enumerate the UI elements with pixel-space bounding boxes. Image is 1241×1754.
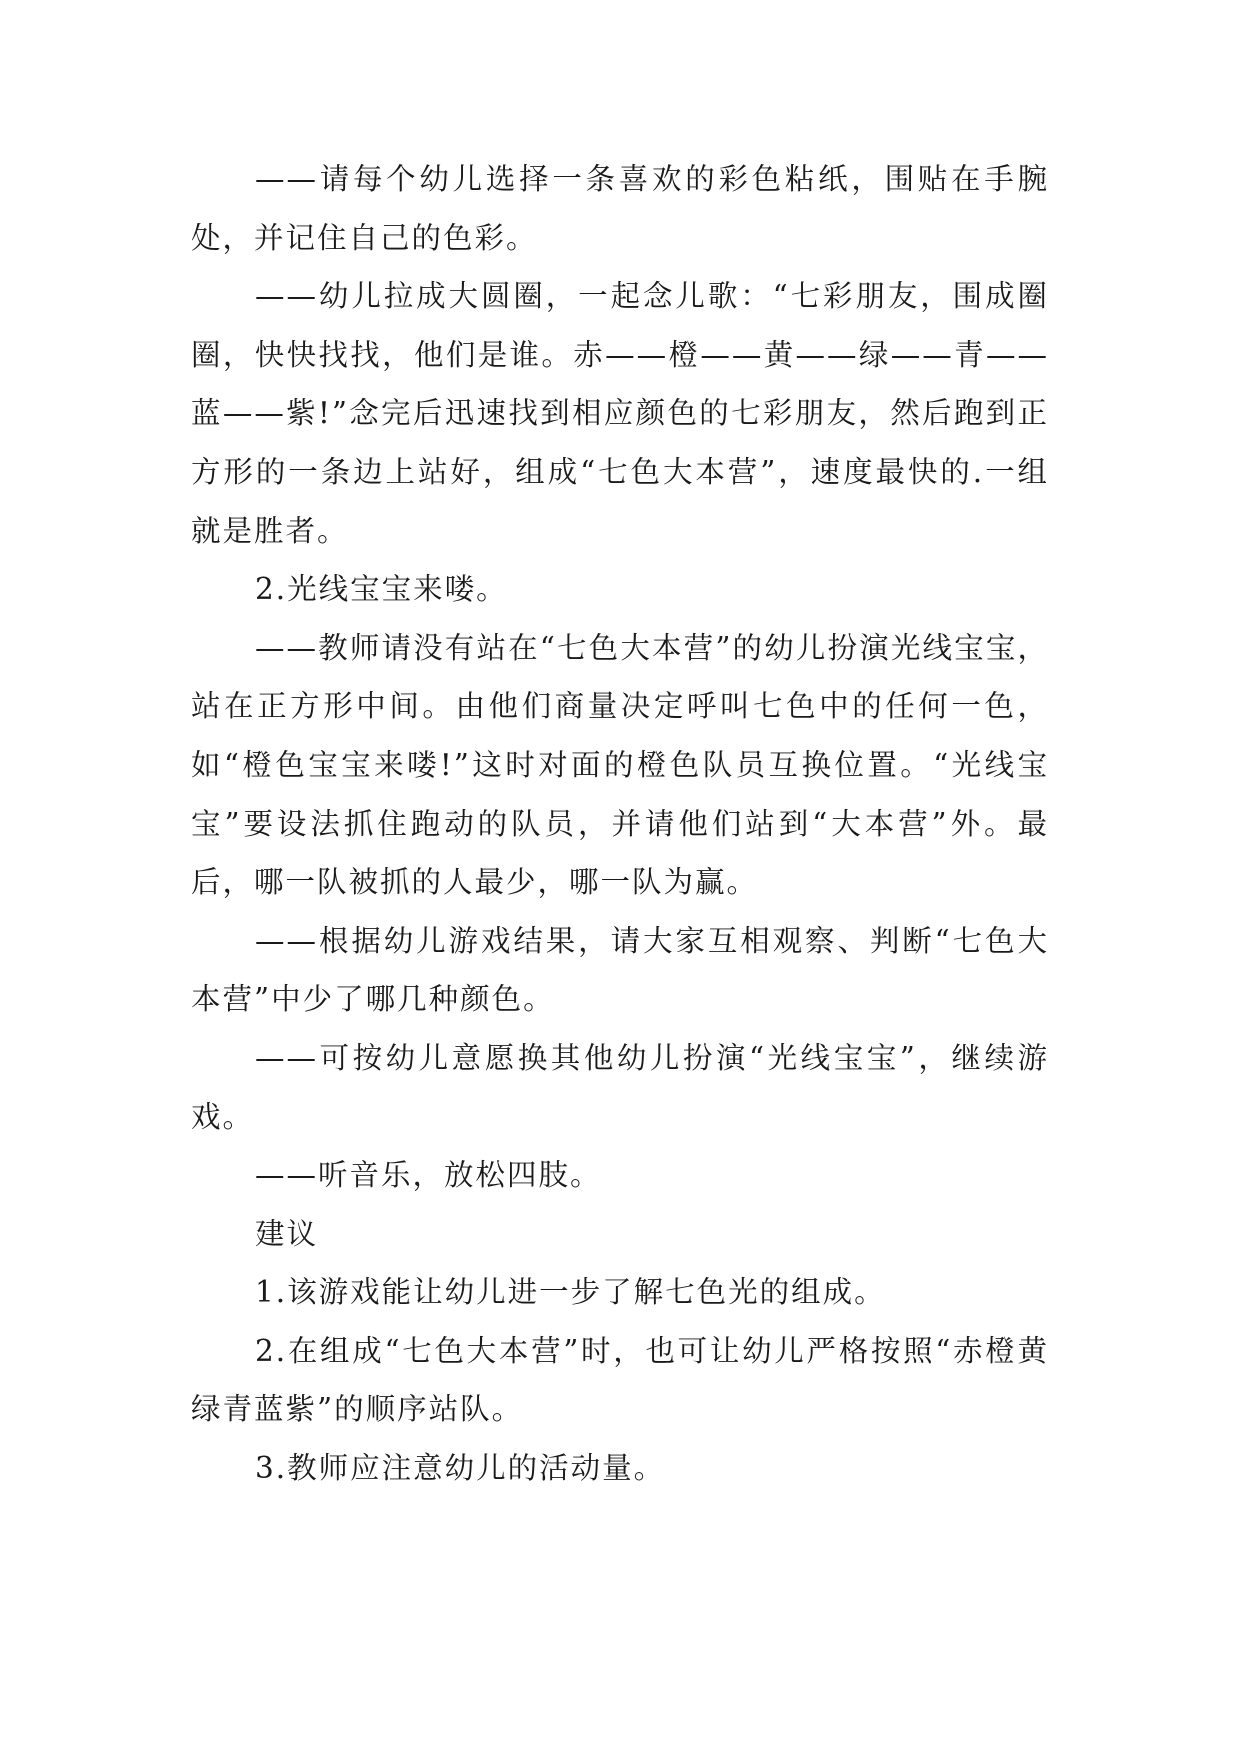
paragraph-section-light-baby: 2.光线宝宝来喽。 — [255, 572, 508, 607]
paragraph-continue-game: ——可按幼儿意愿换其他幼儿扮演“光线宝宝”，继续游戏。 — [191, 1040, 1049, 1134]
paragraph-circle-rhyme: ——幼儿拉成大圆圈，一起念儿歌：“七彩朋友，围成圈圈，快快找找，他们是谁。赤——橙——黄——绿——青——蓝——紫!”念完后迅速找到相应颜色的七彩朋友，然后跑到正方形的一条边上站好，组成“七色大本营”，速度最快的.一组就是胜者。 — [191, 279, 1049, 548]
paragraph-relax: ——听音乐，放松四肢。 — [255, 1158, 602, 1193]
suggestion-item-2: 2.在组成“七色大本营”时，也可让幼儿严格按照“赤橙黄绿青蓝紫”的顺序站队。 — [191, 1333, 1049, 1427]
suggestion-item-3: 3.教师应注意幼儿的活动量。 — [255, 1451, 666, 1486]
heading-suggestions: 建议 — [255, 1216, 319, 1251]
paragraph-observe-colors: ——根据幼儿游戏结果，请大家互相观察、判断“七色大本营”中少了哪几种颜色。 — [191, 923, 1049, 1017]
suggestion-item-1: 1.该游戏能让幼儿进一步了解七色光的组成。 — [255, 1275, 886, 1310]
document-body — [191, 150, 1049, 1498]
paragraph-light-baby-rules: ——教师请没有站在“七色大本营”的幼儿扮演光线宝宝，站在正方形中间。由他们商量决定呼叫七色中的任何一色，如“橙色宝宝来喽!”这时对面的橙色队员互换位置。“光线宝宝”要设法抓住跑动的队员，并请他们站到“大本营”外。最后，哪一队被抓的人最少，哪一队为赢。 — [191, 630, 1049, 900]
paragraph-sticker-instruction: ——请每个幼儿选择一条喜欢的彩色粘纸，围贴在手腕处，并记住自己的色彩。 — [191, 162, 1049, 255]
